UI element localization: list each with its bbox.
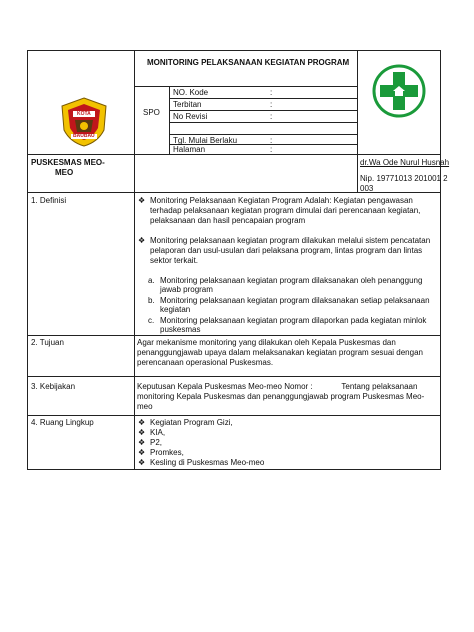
field-label-terbitan: Terbitan <box>173 100 202 109</box>
diamond-bullet-icon: ❖ <box>138 196 146 205</box>
org-name-line1: PUSKESMAS MEO- <box>31 158 105 167</box>
definisi-b1-line3: pelaksanaan dan hasil pencapaian program <box>150 216 306 225</box>
section-label-tujuan: 2. Tujuan <box>31 338 64 347</box>
ruang-item-2: KIA, <box>150 428 166 437</box>
field-label-tgl: Tgl. Mulai Berlaku <box>173 136 238 145</box>
kebijakan-line3: meo <box>137 402 153 411</box>
sub-b-line1: Monitoring pelaksanaan kegiatan program dilaksanakan setiap pelaksanaan <box>160 296 430 305</box>
spo-label: SPO <box>143 108 160 117</box>
tujuan-line2: penanggungjawab upaya dalam melaksanakan kegiatan program sesuai dengan <box>137 348 423 357</box>
logo-text-bottom: BAUBAU <box>73 133 95 139</box>
diamond-bullet-icon: ❖ <box>138 418 146 427</box>
definisi-b2-line3: sektor terkait. <box>150 256 199 265</box>
signer-nip-line2: 003 <box>360 184 374 193</box>
logo-text-top: KOTA <box>77 111 91 117</box>
sub-marker-a: a. <box>148 276 155 285</box>
city-emblem-logo <box>58 96 110 148</box>
ruang-item-1: Kegiatan Program Gizi, <box>150 418 233 427</box>
tujuan-line1: Agar mekanisme monitoring yang dilakukan oleh Kepala Puskesmas dan <box>137 338 396 347</box>
sub-marker-c: c. <box>148 316 155 325</box>
signer-nip-line1: Nip. 19771013 201001 2 <box>360 174 448 183</box>
ruang-item-5: Kesling di Puskesmas Meo-meo <box>150 458 265 467</box>
document-title: MONITORING PELAKSANAAN KEGIATAN PROGRAM <box>147 58 350 67</box>
section-label-kebijakan: 3. Kebijakan <box>31 382 76 391</box>
field-sep-terbitan: : <box>270 100 273 109</box>
diamond-bullet-icon: ❖ <box>138 448 146 457</box>
diamond-bullet-icon: ❖ <box>138 236 146 245</box>
section-label-ruang-lingkup: 4. Ruang Lingkup <box>31 418 94 427</box>
diamond-bullet-icon: ❖ <box>138 428 146 437</box>
field-label-revisi: No Revisi <box>173 112 208 121</box>
sub-b-line2: kegiatan <box>160 305 191 314</box>
tujuan-line3: perencanaan operasional Puskesmas. <box>137 358 274 367</box>
definisi-b2-line1: Monitoring pelaksanaan kegiatan program dilakukan melalui sistem pencatatan <box>150 236 431 245</box>
org-name-line2: MEO <box>55 168 74 177</box>
kebijakan-line1: Keputusan Kepala Puskesmas Meo-meo Nomor : Tentang pelaksanaan <box>137 382 418 391</box>
field-sep-kode: : <box>270 88 273 97</box>
kebijakan-line2: monitoring Kepala Puskesmas dan penanggungjawab program Puskesmas Meo- <box>137 392 425 401</box>
sub-a-line2: jawab program <box>160 285 213 294</box>
health-cross-logo <box>372 64 426 118</box>
sub-a-line1: Monitoring pelaksanaan kegiatan program dilaksanakan oleh penanggung <box>160 276 423 285</box>
sub-marker-b: b. <box>148 296 155 305</box>
ruang-item-4: Promkes, <box>150 448 184 457</box>
section-label-definisi: 1. Definisi <box>31 196 67 205</box>
definisi-b1-line2: terhadap pelaksanaan kegiatan program dimulai dari perencanaan kegiatan, <box>150 206 421 215</box>
field-sep-revisi: : <box>270 112 273 121</box>
diamond-bullet-icon: ❖ <box>138 438 146 447</box>
diamond-bullet-icon: ❖ <box>138 458 146 467</box>
signer-name: dr.Wa Ode Nurul Husnah <box>360 158 450 167</box>
field-label-kode: NO. Kode <box>173 88 209 97</box>
field-label-halaman: Halaman <box>173 145 206 154</box>
sub-c-line2: puskesmas <box>160 325 201 334</box>
field-sep-halaman: : <box>270 145 273 154</box>
definisi-b1-line1: Monitoring Pelaksanaan Kegiatan Program Adalah: Kegiatan pengawasan <box>150 196 413 205</box>
field-sep-tgl: : <box>270 136 273 145</box>
ruang-item-3: P2, <box>150 438 163 447</box>
definisi-b2-line2: pelaporan dan usul-usulan dari pelaksana program, lintas program dan lintas <box>150 246 423 255</box>
sub-c-line1: Monitoring pelaksanaan kegiatan program dilaporkan pada kegiatan minlok <box>160 316 427 325</box>
